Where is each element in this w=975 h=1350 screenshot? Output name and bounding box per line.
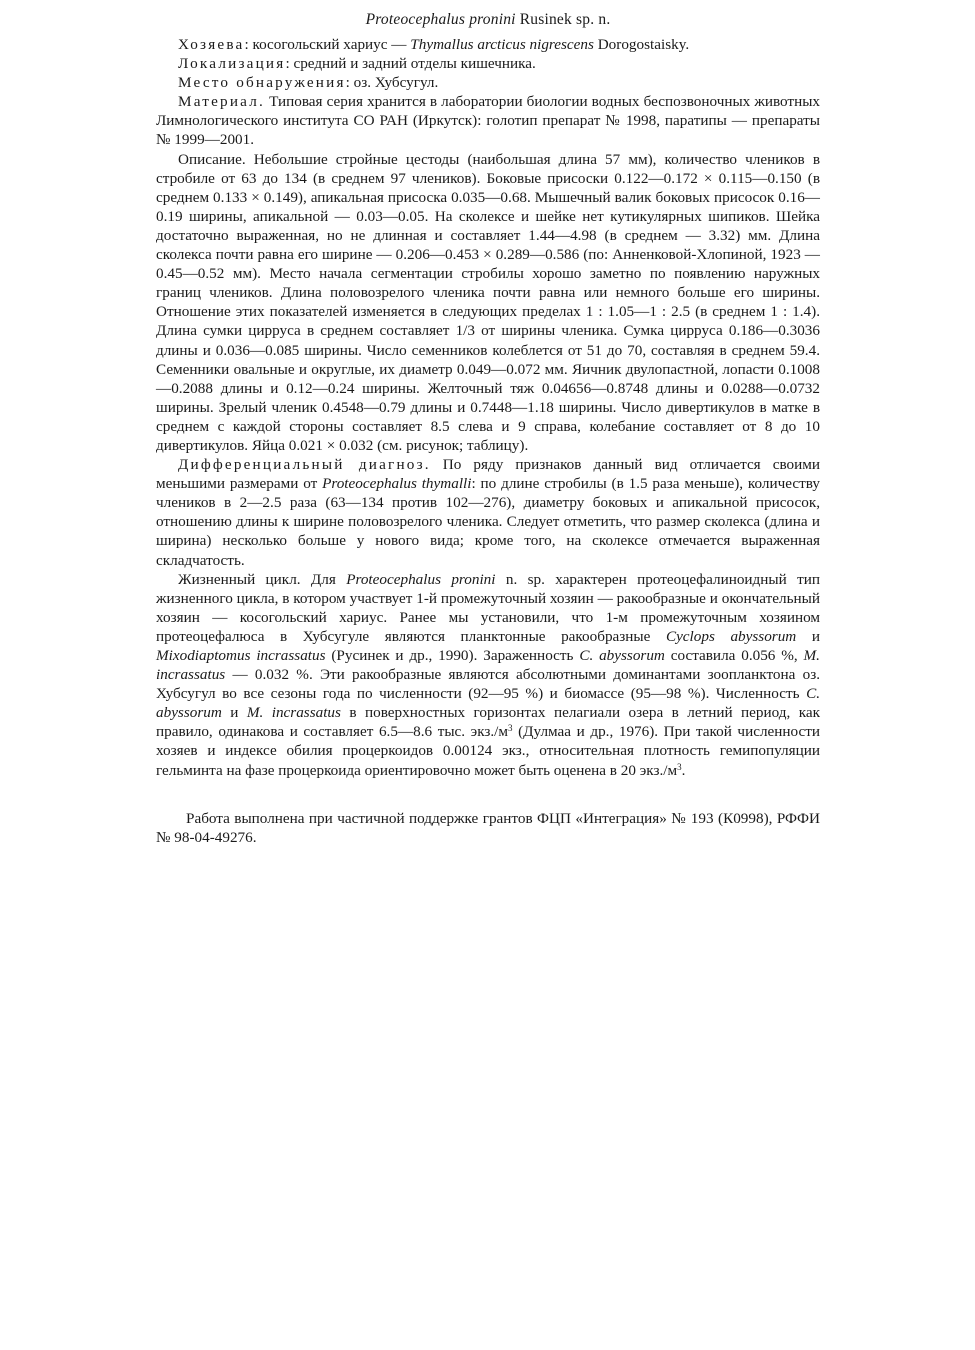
diagnosis-text-before: По ряду признаков данный вид отличается своими меньшими размерами от <box>156 456 820 493</box>
lifecycle-text: (Дулмаа и др., 1976). При такой численности хозяев и индексе обилия процеркоидов 0.00124 экз., относительная плотность гемипопуляции гельминта на фазе процеркоида ориентировочно может быть оценена в 20 экз./м <box>156 723 820 779</box>
page <box>156 0 820 847</box>
lifecycle-species: Mixodiaptomus incrassatus <box>156 647 326 664</box>
hosts-species: Thymallus arcticus nigrescens <box>410 36 594 53</box>
lifecycle-species: C. abyssorum <box>156 685 820 722</box>
lifecycle-text: — 0.032 %. Эти ракообразные являются абсолютными доминантами зоопланктона оз. Хубсугул во все сезоны года по численности (92—95 %) и биомассе (95—98 %). Численность <box>156 666 820 703</box>
title-author: Rusinek sp. n. <box>519 11 611 28</box>
lifecycle-text: n. sp. характерен протеоцефалиноидный тип жизненного цикла, в котором участвует 1-й промежуточный хозяин — ракообразные и окончательный хозяин — косогольский хариус. Ранее мы установили, что 1-м промежуточным хозяином протеоцефалюса в Хубсугуле являются планктонные ракообразные <box>156 570 821 645</box>
localization-text: : средний и задний отделы кишечника. <box>285 55 536 73</box>
description-paragraph: Описание. Небольшие стройные цестоды (наибольшая длина 57 мм), количество члеников в стробиле от 63 до 134 (в среднем 97 члеников). Боковые присоски 0.122—0.172 × 0.115—0.150 (в среднем 0.133 × 0.149), апикальная присоска 0.035—0.68. Мышечный валик боковых присосок 0.16—0.19 ширины, апикальной — 0.03—0.05. На сколексе и шейке нет кутикулярных шипиков. Шейка достаточно выраженная, но не длинная и составляет 1.44—4.98 (в среднем — 3.32) мм. Длина сколекса почти равна его ширине — 0.206—0.453 × 0.289—0.586 (по: Анненковой-Хлопиной, 1923 — 0.45—0.52 мм). Место начала сегментации стробилы хорошо заметно по появлению наружных границ члеников. Длина половозрелого членика почти равна или немного больше его ширины. Отношение этих показателей изменяется в следующих пределах 1 : 1.05—1 : 2.5 (в среднем 1 : 1.4). Длина сумки цирруса в среднем составляет 1/3 от ширины членика. Сумка цирруса 0.186—0.3036 длины и 0.036—0.085 ширины. Число семенников колеблется от 51 до 70, составляя в среднем 59.4. Семенники овальные и округлые, их диаметр 0.049—0.072 мм. Яичник двулопастной, лопасти 0.1008—0.2088 длины и 0.12—0.24 ширины. Желточный тяж 0.04656—0.8748 длины и 0.0288—0.0732 ширины. Зрелый членик 0.4548—0.79 длины и 0.7448—1.18 ширины. Число дивертикулов в матке в среднем с каждой стороны составляет 8.5 слева и 9 справа, колебание составляет от 8 до 10 дивертикулов. Яйца 0.021 × 0.032 (см. рисунок; таблицу). <box>156 150 820 454</box>
lifecycle-species: M. incrassatus <box>246 704 341 722</box>
lifecycle-species: Proteocephalus pronini <box>346 570 496 588</box>
localization-paragraph <box>156 54 820 73</box>
lifecycle-text: Жизненный цикл. Для <box>178 570 347 588</box>
material-text: Типовая серия хранится в лаборатории биологии водных беспозвоночных животных Лимнологического института СО РАН (Иркутск): голотип препарат № 1998, паратипы — препараты № 1999—2001. <box>156 93 820 149</box>
lifecycle-text: в поверхностных горизонтах пелагиали озера в летний период, как правило, одинакова и составляет 6.5—8.6 тыс. экз./м <box>156 704 820 741</box>
hosts-text-after: Dorogostaisky. <box>593 36 690 53</box>
superscript: 3 <box>677 761 682 772</box>
lifecycle-text: . <box>681 761 686 779</box>
lifecycle-species: C. abyssorum <box>579 647 665 664</box>
lifecycle-text: и <box>796 627 820 645</box>
localization-label: Локализация <box>178 55 286 73</box>
diagnosis-label: Дифференциальный диагноз. <box>178 456 431 474</box>
funding-paragraph: Работа выполнена при частичной поддержке грантов ФЦП «Интеграция» № 193 (К0998), РФФИ № 98-04-49276. <box>156 809 820 846</box>
location-paragraph <box>156 73 820 92</box>
lifecycle-text: и <box>221 704 247 722</box>
title-species: Proteocephalus pronini <box>365 11 516 28</box>
lifecycle-species: Cyclops abyssorum <box>665 627 797 645</box>
superscript: 3 <box>508 723 513 734</box>
material-label: Материал. <box>178 93 266 111</box>
location-text: : оз. Хубсугул. <box>345 74 439 92</box>
hosts-label: Хозяева <box>178 36 245 53</box>
hosts-paragraph <box>156 35 820 54</box>
diagnosis-species: Proteocephalus thymalli <box>322 475 472 493</box>
lifecycle-text: составила 0.056 %, <box>664 647 804 664</box>
diagnosis-text-after: : по длине стробилы (в 1.5 раза меньше), количеству члеников в 2—2.5 раза (63—134 против 102—276), диаметру боковых и апикальной присосок, отношению длины к ширине половозрелого членика. Следует отметить, что размер сколекса (длина и ширина) несколько больше у нового вида; кроме того, на сколексе отмечается выраженная складчатость. <box>156 475 820 569</box>
lifecycle-species: M. incrassatus <box>156 647 820 684</box>
location-label: Место обнаружения <box>178 74 346 92</box>
material-paragraph <box>156 92 820 149</box>
hosts-text-before: : косогольский хариус — <box>244 36 411 53</box>
lifecycle-text: (Русинек и др., 1990). Зараженность <box>325 647 580 664</box>
diagnosis-paragraph <box>156 455 820 570</box>
lifecycle-paragraph <box>156 570 820 780</box>
article-title <box>156 8 820 35</box>
